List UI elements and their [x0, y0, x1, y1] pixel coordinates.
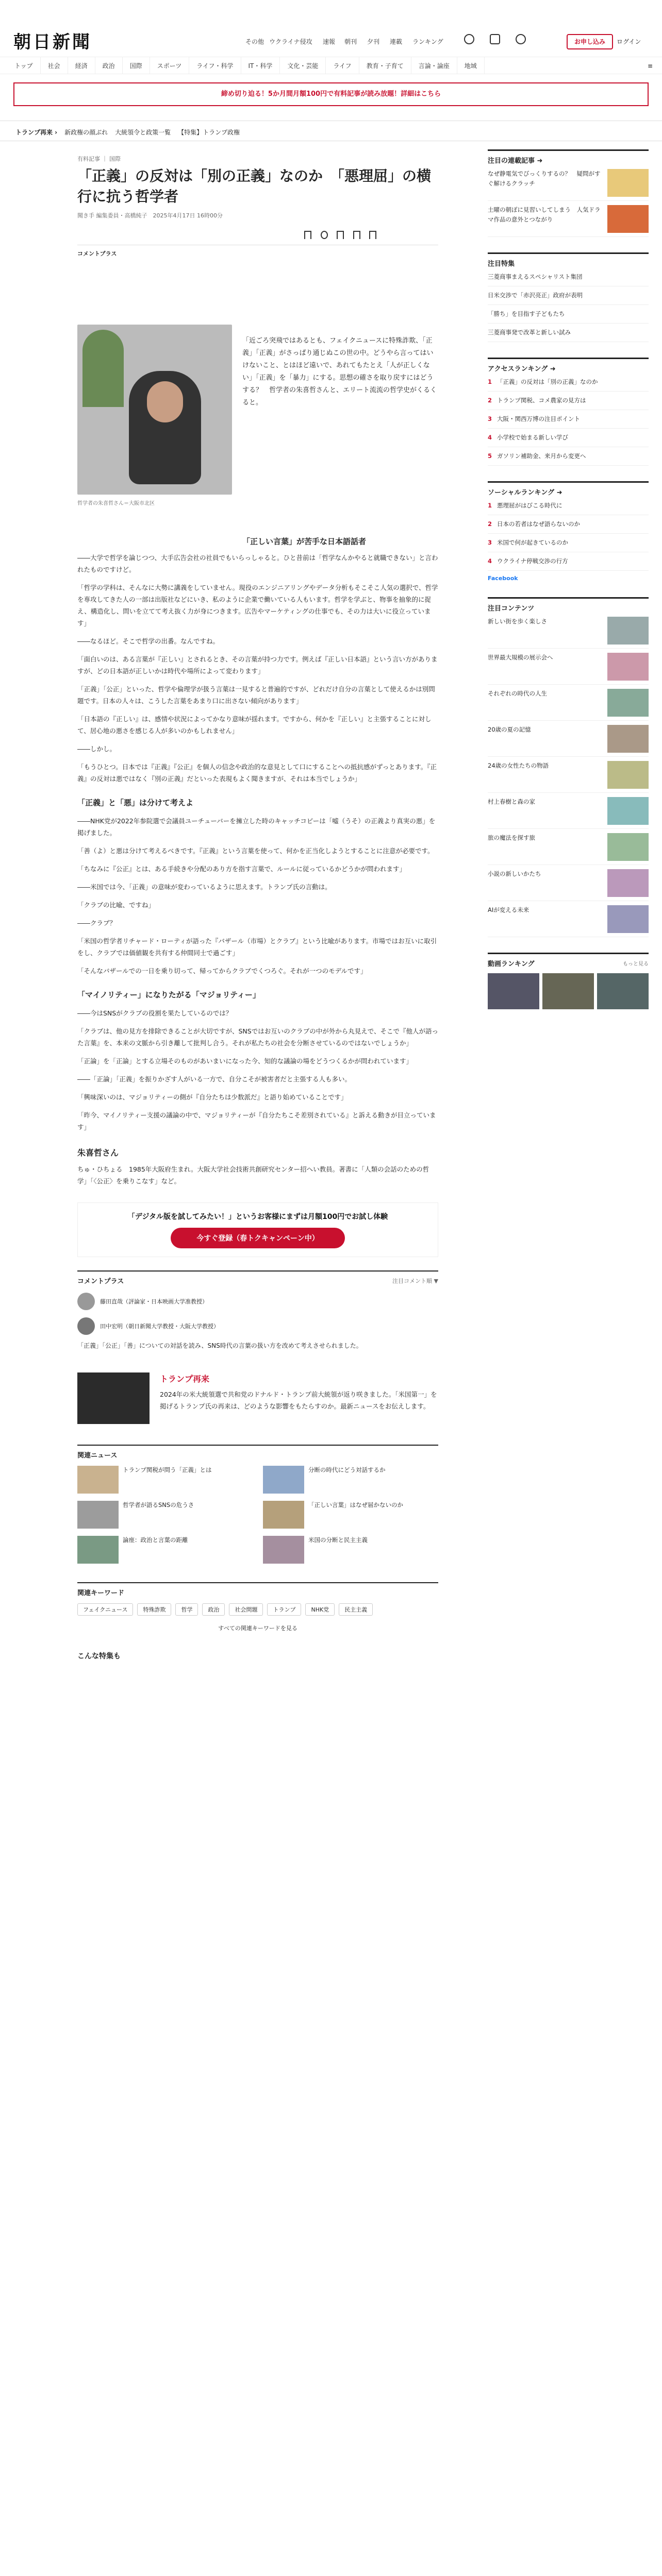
ranking-item[interactable]: 4 ウクライナ停戦交渉の行方 — [488, 552, 649, 571]
keyword-chip[interactable]: 特殊詐欺 — [137, 1603, 171, 1616]
comment-plus-label[interactable]: コメントプラス — [77, 250, 117, 257]
paragraph: 「米国の哲学者リチャード・ローティが語った『バザール（市場）とクラブ』という比喩があります。市場ではお互いに取引をし、クラブでは価値観を共有する仲間同士で過ごす」 — [77, 937, 437, 957]
util-item[interactable]: 夕刊 — [367, 38, 380, 45]
sidebar-item[interactable]: 三菱商事まえるスペシャリスト集団 — [488, 268, 649, 286]
paragraph: 「昨今、マイノリティー支援の議論の中で、マジョリティーが『自分たちこそ差別されている』と訴える動きが目立っています」 — [77, 1111, 436, 1131]
sidebar-heading: ソーシャルランキング ➜ — [488, 481, 649, 497]
keyword-chip[interactable]: 民主主義 — [339, 1603, 373, 1616]
paragraph: ――大学で哲学を論じつつ、大手広告会社の社員でもいらっしゃると。ひと昔前は「哲学なんかやると就職できない」と言われたものですけど。 — [77, 554, 438, 573]
gnav-item[interactable]: 地域 — [457, 57, 485, 74]
keyword-chip[interactable]: 哲学 — [175, 1603, 198, 1616]
keyword-chip[interactable]: NHK党 — [305, 1603, 335, 1616]
content-item[interactable]: AIが変える未来 — [488, 901, 649, 937]
paragraph: 「哲学の学科は、そんなに大勢に講義をしていません。現役のエンジニアリングやデータ分析もそこそこ人気の選択で、哲学を専攻してきた人の一部は出版社などにいき、私のように企業で働いている人もいます。哲学を学ぶと、物事を抽象的に捉え、構造化し、問いを立てて考え抜く力が身につきます。広告やマーケティングの仕事でも、その力は大いに役立っています」 — [77, 584, 438, 627]
content-item[interactable]: 小説の新しいかたち — [488, 865, 649, 901]
content-item[interactable]: 村上春樹と森の家 — [488, 793, 649, 829]
gnav-item[interactable]: 経済 — [68, 57, 95, 74]
paragraph: 「正論」を「正論」とする立場そのものがあいまいになった今、知的な議論の場をどうつくるかが問われています」 — [77, 1057, 413, 1065]
video-thumb[interactable] — [542, 973, 594, 1009]
campaign-banner[interactable]: 締め切り迫る！5か月間月額100円で有料記事が読み放題！詳細はこちら — [13, 82, 649, 106]
content-item[interactable]: それぞれの時代の人生 — [488, 685, 649, 721]
topic-link[interactable]: 新政権の顔ぶれ — [64, 129, 108, 136]
ranking-item[interactable]: 2 日本の若者はなぜ語らないのか — [488, 515, 649, 534]
topic-title[interactable]: トランプ再来 › — [15, 129, 58, 136]
paragraph: ――今はSNSがクラブの役割を果たしているのでは？ — [77, 1009, 233, 1017]
bell-icon[interactable] — [490, 34, 502, 44]
gnav-item[interactable]: 国際 — [123, 57, 150, 74]
commenter-name: 藤田直哉（評論家・日本映画大学准教授） — [100, 1298, 208, 1305]
gnav-item[interactable]: スポーツ — [150, 57, 190, 74]
paragraph: 「そんなバザールでの一日を乗り切って、帰ってからクラブでくつろぐ。それが一つのモデルです」 — [77, 967, 367, 975]
comment-sort[interactable]: 注目コメント順 ▼ — [392, 1278, 438, 1284]
related-item[interactable]: トランプ関税が問う「正義」とは — [77, 1466, 253, 1494]
topic-link[interactable]: 大統領令と政策一覧 — [115, 129, 171, 136]
trial-promo — [77, 1202, 438, 1257]
commenter[interactable] — [77, 1293, 438, 1310]
sidebar-heading: 動画ランキング もっと見る — [488, 953, 649, 968]
global-nav — [0, 57, 662, 74]
video-grid — [488, 973, 649, 1009]
related-item[interactable]: 哲学者が語るSNSの危うさ — [77, 1501, 253, 1529]
paragraph: 「面白いのは、ある言葉が『正しい』とされるとき、その言葉が持つ力です。例えば『正しい日本語』という言い方がありますが、どの日本語が正しいかは時代や場所によって変わります」 — [77, 655, 438, 675]
keyword-chip[interactable]: 社会問題 — [229, 1603, 263, 1616]
sidebar-heading: 注目特集 — [488, 252, 649, 268]
gnav-item[interactable]: 教育・子育て — [359, 57, 411, 74]
sidebar-item[interactable]: なぜ静電気でびっくりするの？ 疑問がすぐ解けるクラッチ — [488, 165, 649, 201]
topic-link[interactable]: 【特集】トランプ政権 — [178, 129, 240, 136]
login-link[interactable]: ログイン — [617, 38, 641, 45]
sidebar-item[interactable]: 土曜の朝ぽに見習いしてしまう 人気ドラマ作品の意外とつながり — [488, 201, 649, 237]
content-item[interactable]: 20歳の夏の記憶 — [488, 721, 649, 757]
related-item[interactable]: 「正しい言葉」はなぜ届かないのか — [263, 1501, 438, 1529]
author-photo — [77, 325, 232, 495]
ranking-item[interactable]: 1 悪理屈がはびこる時代に — [488, 497, 649, 515]
trump-title: トランプ再来 — [160, 1374, 210, 1384]
paragraph: ――NHK党が2022年参院選で会議員ユーチューバーを擁立した時のキャッチコピーは「嘘（うそ）の正義より真実の悪」を掲げました。 — [77, 817, 436, 837]
content-item[interactable]: 新しい街を歩く楽しさ — [488, 613, 649, 649]
article-body — [77, 526, 438, 1661]
comment-title: コメントプラス — [77, 1278, 124, 1285]
ranking-item[interactable]: 1 「正義」の反対は「別の正義」なのか — [488, 373, 649, 392]
trump-thumb — [77, 1372, 150, 1424]
paragraph: ――米国では今、「正義」の意味が変わっているように思えます。トランプ氏の言動は。 — [77, 883, 332, 891]
avatar — [77, 1293, 95, 1310]
sidebar-item[interactable]: 「勝ち」を目指す子どもたち — [488, 305, 649, 324]
author-bio: ちゅ・ひちょる 1985年大阪府生まれ。大阪大学社会技術共創研究センター招へい教員。著書に「人類の会話のための哲学」「〈公正〉を乗りこなす」など。 — [77, 1165, 429, 1185]
paragraph: ――なるほど。そこで哲学の出番。なんですね。 — [77, 637, 220, 645]
promo-text: 「デジタル版を試してみたい！」というお客様にまずは月額100円でお試し体験 — [127, 1213, 388, 1221]
paragraph: 「興味深いのは、マジョリティーの側が『自分たちは少数派だ』と語り始めていることです」 — [77, 1093, 347, 1101]
x-share-icon[interactable] — [337, 231, 344, 239]
site-logo[interactable]: 朝日新聞 — [13, 32, 92, 53]
util-item[interactable]: 連載 — [390, 38, 403, 45]
gnav-item[interactable]: 言論・論座 — [411, 57, 457, 74]
sidebar — [488, 144, 649, 1009]
comment-body: 「正義」「公正」「善」についての対話を読み、SNS時代の言葉の扱い方を改めて考えさせられました。 — [77, 1342, 362, 1349]
more-share-icon[interactable] — [369, 231, 376, 239]
video-thumb[interactable] — [597, 973, 649, 1009]
paragraph: 「日本語の『正しい』は、感情や状況によってかなり意味が揺れます。ですから、何かを『正しい』と主張することに対して、居心地の悪さを感じる人が多いのかもしれません」 — [77, 715, 432, 735]
article-category: 有料記事 ｜ 国際 — [77, 156, 121, 162]
article-main — [77, 144, 438, 1660]
related-title: 関連ニュース — [77, 1452, 118, 1460]
feature-heading: こんな特集も — [77, 1652, 121, 1660]
share-toolbar — [77, 231, 438, 257]
sidebar-heading: アクセスランキング ➜ — [488, 358, 649, 373]
gnav-item[interactable]: 文化・芸能 — [280, 57, 326, 74]
paragraph: ――しかし。 — [77, 745, 117, 753]
ranking-item[interactable]: 2 トランプ関税、コメ農家の見方は — [488, 392, 649, 410]
subscribe-button[interactable]: お申し込み — [567, 34, 613, 49]
topic-nav — [0, 124, 662, 141]
gnav-item[interactable]: ライフ・科学 — [189, 57, 241, 74]
subheading: 「マイノリティー」になりたがる「マジョリティー」 — [77, 990, 260, 999]
plant-shape — [82, 330, 124, 407]
related-news — [77, 1445, 438, 1564]
content-item[interactable]: 世界最大規模の展示会へ — [488, 649, 649, 685]
sidebar-heading: 注目の連載記事 ➜ — [488, 149, 649, 165]
ranking-item[interactable]: 3 米国で何が起きているのか — [488, 534, 649, 552]
trial-button[interactable]: 今すぐ登録（春トクキャンペーン中） — [171, 1228, 344, 1248]
sidebar-item[interactable]: 日米交渉で「赤沢亮正」政府が表明 — [488, 286, 649, 305]
paragraph: ――クラブ？ — [77, 919, 117, 927]
keyword-chip[interactable]: トランプ — [267, 1603, 301, 1616]
search-icon[interactable] — [464, 34, 476, 44]
paragraph: 「もうひとつ。日本では『正義』『公正』を個人の信念や政治的な意見として口にすることへの抵抗感がずっとあります。『正義』の反対は悪ではなく『別の正義』だといった表現もよく聞きますが、それは本当でしょうか」 — [77, 763, 437, 783]
paragraph: 「正義」「公正」といった、哲学や倫理学が扱う言葉は一見すると普遍的ですが、どれだけ自分の言葉として使えるかは別問題です。日本の人々は、こうした言葉をあまり口に出さない傾向があります」 — [77, 685, 435, 705]
related-item[interactable]: 米国の分断と民主主義 — [263, 1536, 438, 1564]
all-keywords-link[interactable]: すべての関連キーワードを見る — [218, 1625, 297, 1632]
facebook-icon[interactable]: Facebook — [488, 575, 518, 582]
util-item[interactable]: ランキング — [412, 38, 443, 45]
paragraph: 「クラブは、他の見方を排除できることが大切ですが、SNSではお互いのクラブの中が外から丸見えで、そこで『他人が語った言葉』を、本来の文脈から引き離して批判し合う。それが私たちの社会を分断させているのではないでしょうか」 — [77, 1027, 438, 1047]
paragraph: ――「正論」「正義」を振りかざす人がいる一方で、自分こそが被害者だと主張する人も多い。 — [77, 1075, 352, 1083]
gnav-item[interactable]: トップ — [7, 57, 41, 74]
facebook-share-icon[interactable] — [353, 231, 360, 239]
gnav-item[interactable]: 社会 — [41, 57, 68, 74]
paragraph: 「善（よ）と悪は分けて考えるべきです。『正義』という言葉を使って、何かを正当化しようとすることに注意が必要です。 — [77, 847, 434, 855]
content-item[interactable]: 旅の魔法を探す旅 — [488, 829, 649, 865]
commenter[interactable] — [77, 1317, 438, 1335]
menu-icon[interactable]: ≡ — [647, 62, 653, 70]
ranking-item[interactable]: 3 大阪・関西万博の注目ポイント — [488, 410, 649, 429]
section-heading: 「正しい言葉」が苦手な日本語話者 — [242, 537, 367, 546]
gnav-item[interactable]: IT・科学 — [241, 57, 280, 74]
util-item[interactable]: 朝刊 — [344, 38, 357, 45]
trump-body: 2024年の米大統領選で共和党のドナルド・トランプ前大統領が返り咲きました。「米国第一」を掲げるトランプ氏の再来は、どのような影響をもたらすのか。最新ニュースをお伝えします。 — [160, 1391, 437, 1410]
article-byline: 聞き手 編集委員・高橋純子 2025年4月17日 16時00分 — [77, 212, 223, 219]
share-icon[interactable] — [321, 231, 328, 239]
keyword-chip[interactable]: フェイクニュース — [77, 1603, 133, 1616]
face-shape — [147, 381, 183, 422]
user-icon[interactable] — [516, 34, 528, 44]
keywords-section — [77, 1582, 438, 1632]
util-item[interactable]: ウクライナ侵攻 — [269, 38, 312, 45]
ranking-item[interactable]: 4 小学校で始まる新しい学び — [488, 429, 649, 447]
video-more-link[interactable]: もっと見る — [623, 961, 649, 967]
bookmark-icon[interactable] — [304, 231, 311, 239]
article-lead: 「近ごろ突飛ではあるとも、フェイクニュースに特殊詐欺、「正義」「正義」がさっぱり通じぬこの世の中。どうやら言ってはいけないこと、とはほど遠いで、あれてもたとえ「人が正しくない」「正義」を「暴力」にする。思想の確さを取り戻すにはどうする？ 哲学者の朱喜哲さんと、エリート流流の哲学史がくるくると。 — [242, 337, 437, 406]
related-item[interactable]: 論座：政治と言葉の距離 — [77, 1536, 253, 1564]
ranking-item[interactable]: 5 ガソリン補助金、来月から変更へ — [488, 447, 649, 466]
video-thumb[interactable] — [488, 973, 539, 1009]
site-header — [0, 0, 662, 121]
commenter-name: 田中宏明（朝日新聞大学教授・大阪大学教授） — [100, 1323, 219, 1330]
author-name: 朱喜哲さん — [77, 1148, 119, 1158]
util-item[interactable]: 速報 — [323, 38, 336, 45]
gnav-item[interactable]: 政治 — [95, 57, 123, 74]
comment-section — [77, 1270, 438, 1352]
sidebar-item[interactable]: 三菱商事発で改革と新しい試み — [488, 324, 649, 342]
subheading: 「正義」と「悪」は分けて考えよ — [77, 798, 194, 807]
related-item[interactable]: 分断の時代にどう対話するか — [263, 1466, 438, 1494]
photo-caption: 哲学者の朱喜哲さん＝大阪市北区 — [77, 501, 155, 506]
article-title: 「正義」の反対は「別の正義」なのか 「悪理屈」の横行に抗う哲学者 — [77, 167, 432, 205]
paragraph: 「クラブの比喩、ですね」 — [77, 901, 155, 909]
gnav-item[interactable]: ライフ — [326, 57, 359, 74]
sidebar-heading: 注目コンテンツ — [488, 597, 649, 613]
content-item[interactable]: 24歳の女性たちの物語 — [488, 757, 649, 793]
paragraph: 「ちなみに『公正』とは、ある手続きや分配のあり方を指す言葉で、ルールに従っているかどうかが問われます」 — [77, 865, 406, 873]
trump-feature[interactable] — [77, 1372, 438, 1424]
util-item[interactable]: その他 — [245, 38, 264, 45]
keyword-chip[interactable]: 政治 — [202, 1603, 225, 1616]
avatar — [77, 1317, 95, 1335]
keywords-title: 関連キーワード — [77, 1589, 125, 1597]
